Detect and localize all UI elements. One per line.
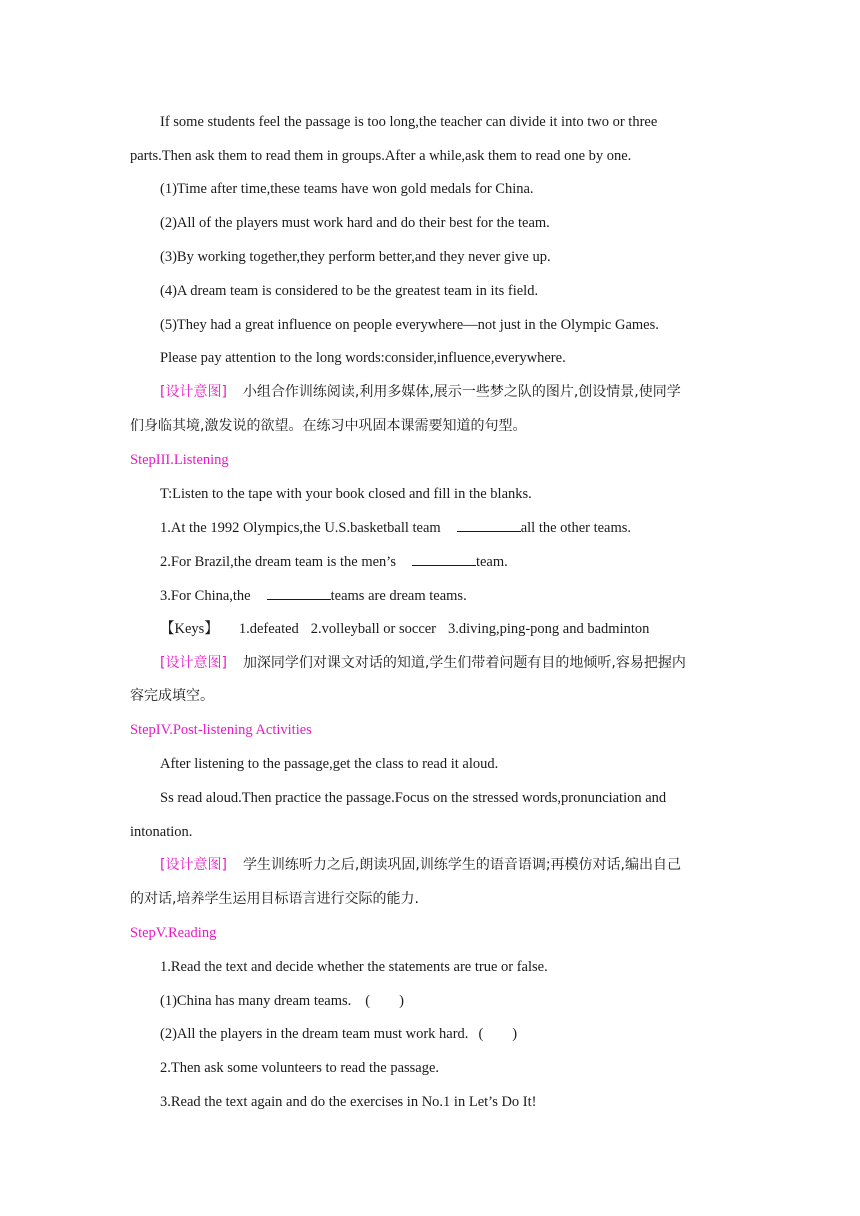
question-2-blank (412, 551, 476, 566)
question-1-after: all the other teams. (520, 520, 632, 536)
keys-label: 【Keys】 (160, 621, 219, 637)
question-1 (160, 517, 740, 538)
design-intent-1-line-2: 们身临其境,激发说的欲望。在练习中巩固本课需要知道的句型。 (130, 418, 527, 434)
key-3: 3.diving,ping-pong and badminton (448, 621, 650, 637)
question-3-after: teams are dream teams. (330, 588, 467, 604)
design-intent-tag: [设计意图] (160, 655, 227, 671)
step5-line-3: 3.Read the text again and do the exercises in No.1 in Let’s Do It! (160, 1094, 537, 1110)
true-false-2 (160, 1024, 740, 1044)
question-1-blank (457, 517, 521, 532)
key-1: 1.defeated (238, 621, 299, 637)
key-2: 2.volleyball or soccer (310, 621, 437, 637)
question-2-before: 2.For Brazil,the dream team is the men’s (160, 554, 396, 570)
question-2 (160, 551, 740, 572)
design-intent-tag: [设计意图] (160, 384, 227, 400)
step3-instruction: T:Listen to the tape with your book closed and fill in the blanks. (160, 486, 532, 502)
step4-line-3: intonation. (130, 824, 193, 840)
step4-line-2: Ss read aloud.Then practice the passage.Focus on the stressed words,pronunciation and (160, 790, 667, 806)
sentence-1: (1)Time after time,these teams have won gold medals for China. (160, 181, 534, 197)
design-intent-3-line-1 (160, 855, 740, 875)
attention-note: Please pay attention to the long words:consider,influence,everywhere. (160, 350, 566, 366)
sentence-3: (3)By working together,they perform better,and they never give up. (160, 249, 551, 265)
question-2-after: team. (475, 554, 508, 570)
design-intent-2-line-1 (160, 653, 740, 673)
step4-heading: StepIV.Post-listening Activities (130, 722, 312, 738)
answer-keys (160, 619, 740, 639)
step5-line-2: 2.Then ask some volunteers to read the passage. (160, 1060, 440, 1076)
intro-paragraph-line-2: parts.Then ask them to read them in groups.After a while,ask them to read one by one. (130, 148, 632, 164)
sentence-2: (2)All of the players must work hard and do their best for the team. (160, 215, 550, 231)
sentence-5: (5)They had a great influence on people everywhere—not just in the Olympic Games. (160, 317, 659, 333)
true-false-2-parens: ( ) (478, 1026, 518, 1042)
design-intent-3-line-2: 的对话,培养学生运用目标语言进行交际的能力. (130, 891, 419, 907)
step5-line-1: 1.Read the text and decide whether the statements are true or false. (160, 959, 548, 975)
design-intent-text: 学生训练听力之后,朗读巩固,训练学生的语音语调;再模仿对话,编出自己 (242, 857, 682, 873)
question-3 (160, 585, 740, 606)
true-false-1 (160, 991, 740, 1011)
question-3-blank (267, 585, 331, 600)
step3-heading: StepIII.Listening (130, 452, 229, 468)
true-false-1-parens: ( ) (365, 993, 404, 1009)
design-intent-text: 小组合作训练阅读,利用多媒体,展示一些梦之队的图片,创设情景,使同学 (242, 384, 681, 400)
design-intent-tag: [设计意图] (160, 857, 227, 873)
design-intent-2-line-2: 容完成填空。 (130, 688, 214, 704)
true-false-1-text: (1)China has many dream teams. (160, 993, 352, 1009)
question-3-before: 3.For China,the (160, 588, 251, 604)
question-1-before: 1.At the 1992 Olympics,the U.S.basketball team (160, 520, 441, 536)
step5-heading: StepV.Reading (130, 925, 217, 941)
true-false-2-text: (2)All the players in the dream team must work hard. (160, 1026, 469, 1042)
intro-paragraph-line-1: If some students feel the passage is too long,the teacher can divide it into two or three (160, 114, 658, 130)
design-intent-text: 加深同学们对课文对话的知道,学生们带着问题有目的地倾听,容易把握内 (242, 655, 686, 671)
design-intent-1-line-1 (160, 382, 740, 402)
sentence-4: (4)A dream team is considered to be the greatest team in its field. (160, 283, 539, 299)
step4-line-1: After listening to the passage,get the class to read it aloud. (160, 756, 499, 772)
